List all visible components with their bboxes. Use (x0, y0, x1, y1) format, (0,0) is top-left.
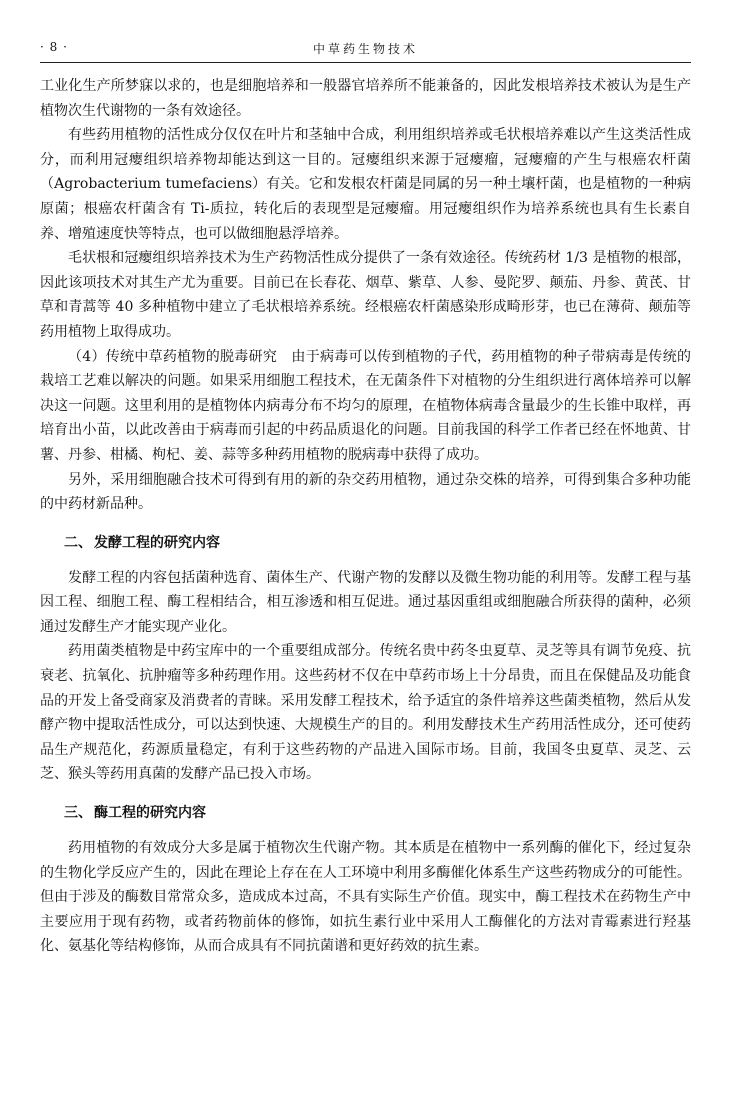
paragraph-enzyme-engineering: 药用植物的有效成分大多是属于植物次生代谢产物。其本质是在植物中一系列酶的催化下，经过复杂的生物化学反应产生的，因此在理论上存在在人工环境中利用多酶催化体系生产这些药物成分的可能性。但由于涉及的酶数目常常众多，造成成本过高，不具有实际生产价值。现实中，酶工程技术在药物生产中主要应用于现有药物，或者药物前体的修饰，如抗生素行业中采用人工酶催化的方法对青霉素进行羟基化、氨基化等结构修饰，从而合成具有不同抗菌谱和更好药效的抗生素。 (40, 840, 691, 955)
page-body (40, 74, 691, 959)
section-number: 二、 (64, 534, 92, 551)
paragraph-fermentation-scope: 发酵工程的内容包括菌种选育、菌体生产、代谢产物的发酵以及微生物功能的利用等。发酵工程与基因工程、细胞工程、酶工程相结合，相互渗透和相互促进。通过基因重组或细胞融合所获得的菌种，必须通过发酵生产才能实现产业化。 (40, 569, 691, 635)
paragraph-continued: 工业化生产所梦寐以求的，也是细胞培养和一般器官培养所不能兼备的，因此发根培养技术被认为是生产植物次生代谢物的一条有效途径。 (40, 78, 691, 119)
section-heading-enzyme (64, 802, 691, 824)
paragraph-hairy-root: 毛状根和冠瘿组织培养技术为生产药物活性成分提供了一条有效途径。传统药材 1/3 是植物的根部，因此该项技术对其生产尤为重要。目前已在长春花、烟草、紫草、人参、曼陀罗、颠茄、丹参、黄芪、甘草和青蒿等 40 多种植物中建立了毛状根培养系统。经根癌农杆菌感染形成畸形芽，也已在薄荷、颠茄等药用植物上取得成功。 (40, 250, 691, 340)
section-title: 酶工程的研究内容 (94, 805, 206, 822)
section-title: 发酵工程的研究内容 (94, 534, 220, 551)
page-number: · 8 · (40, 40, 68, 54)
paragraph-crown-gall: 有些药用植物的活性成分仅仅在叶片和茎轴中合成，利用组织培养或毛状根培养难以产生这类活性成分，而利用冠瘿组织培养物却能达到这一目的。冠瘿组织来源于冠瘿瘤，冠瘿瘤的产生与根癌农杆菌（Agrobacterium tumefaciens）有关。它和发根农杆菌是同属的另一种土壤杆菌，也是植物的一种病原菌；根癌农杆菌含有 Ti-质拉，转化后的表现型是冠瘿瘤。用冠瘿组织作为培养系统也具有生长素自养、增殖速度快等特点，也可以做细胞悬浮培养。 (40, 127, 691, 242)
running-title: 中草药生物技术 (312, 42, 418, 56)
paragraph-virus-free: （4）传统中草药植物的脱毒研究 由于病毒可以传到植物的子代，药用植物的种子带病毒是传统的栽培工艺难以解决的问题。如果采用细胞工程技术，在无菌条件下对植物的分生组织进行离体培养可以解决这一问题。这里利用的是植物体内病毒分布不均匀的原理，在植物体病毒含量最少的生长锥中取样，再培育出小苗，以此改善由于病毒而引起的中药品质退化的问题。目前我国的科学工作者已经在怀地黄、甘薯、丹参、柑橘、枸杞、姜、蒜等多种药用植物的脱病毒中获得了成功。 (40, 348, 691, 463)
section-heading-fermentation (64, 532, 691, 554)
page-header (40, 38, 691, 63)
section-number: 三、 (64, 805, 92, 822)
paragraph-cell-fusion: 另外，采用细胞融合技术可得到有用的新的杂交药用植物，通过杂交株的培养，可得到集合多种功能的中药材新品种。 (40, 471, 691, 513)
paragraph-medicinal-fungi: 药用菌类植物是中药宝库中的一个重要组成部分。传统名贵中药冬虫夏草、灵芝等具有调节免疫、抗衰老、抗氧化、抗肿瘤等多种药理作用。这些药材不仅在中草药市场上十分昂贵，而且在保健品及功能食品的开发上备受商家及消费者的青睐。采用发酵工程技术，给予适宜的条件培养这些菌类植物，然后从发酵产物中提取活性成分，可以达到快速、大规模生产的目的。利用发酵技术生产药用活性成分，还可使药品生产规范化，药源质量稳定，有利于这些药物的产品进入国际市场。目前，我国冬虫夏草、灵芝、云芝、猴头等药用真菌的发酵产品已投入市场。 (40, 643, 691, 783)
